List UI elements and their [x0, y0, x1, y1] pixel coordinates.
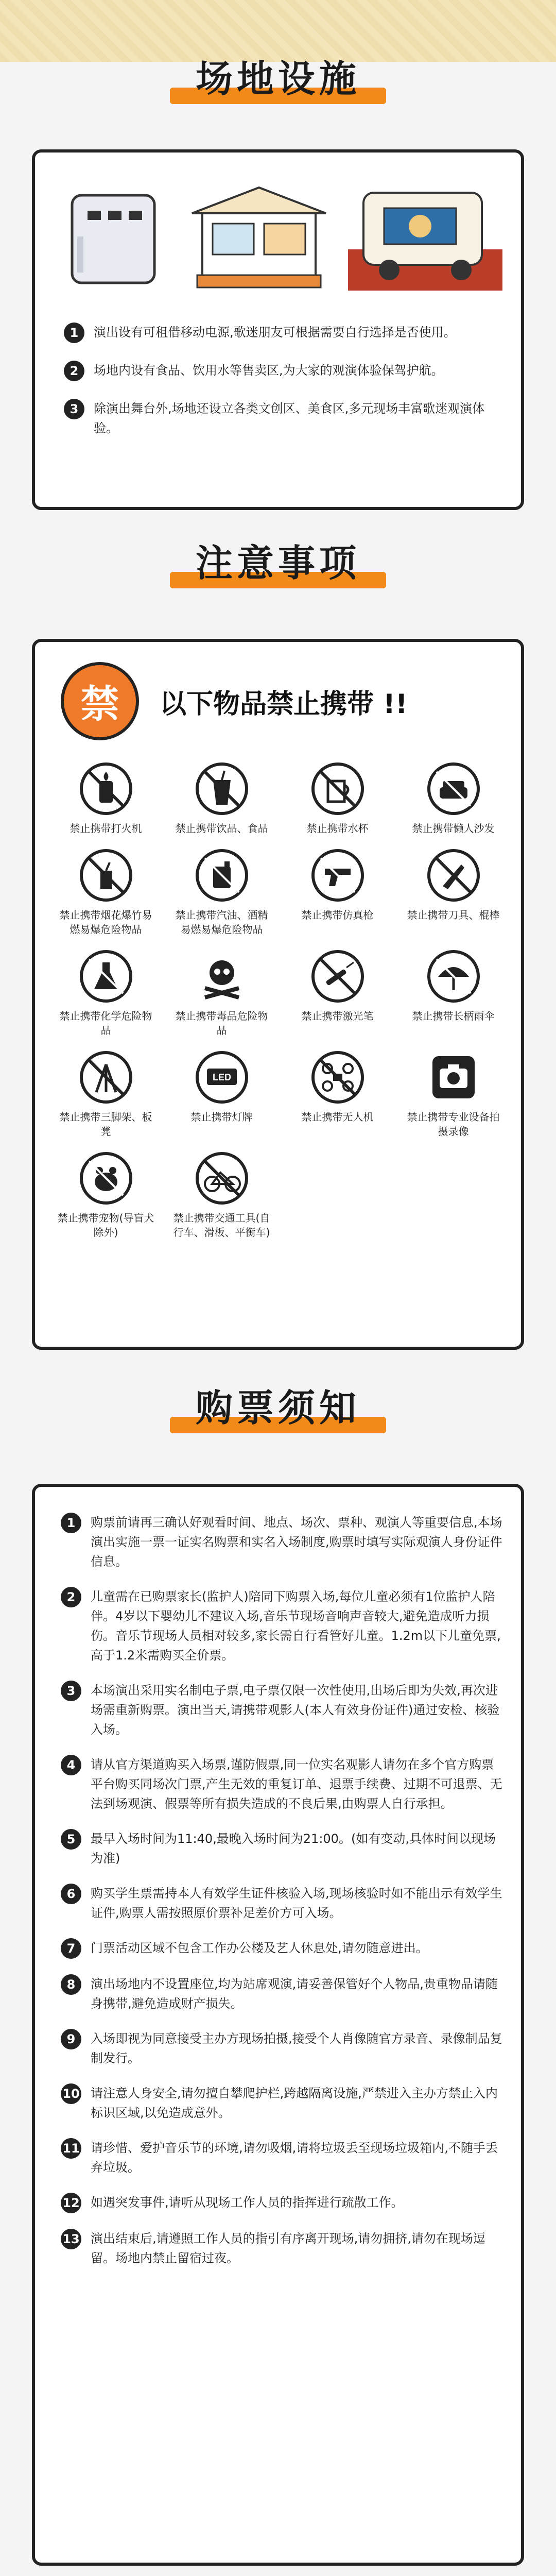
facilities-list	[64, 323, 501, 438]
purchase-card	[32, 1484, 524, 2566]
list-text: 演出设有可租借移动电源,歌迷朋友可根据需要自行选择是否使用。	[94, 325, 456, 340]
banned-item-label: 禁止携带三脚架、板凳	[59, 1111, 152, 1138]
banned-item-label: 禁止携带水杯	[306, 822, 369, 835]
ban-banner	[61, 663, 498, 740]
list-number: 3	[61, 1681, 81, 1701]
list-number: 4	[61, 1755, 81, 1775]
tripod-ban-icon	[78, 1049, 134, 1106]
list-item	[64, 323, 501, 343]
list-text: 请从官方渠道购买入场票,谨防假票,同一位实名观影人请勿在多个官方购票平台购买同场次门票,产生无效的重复订单、退票手续费、过期不可退票、无法到场观演、假票等所有损失造成的不良后果,由购票人自行承担。	[91, 1757, 502, 1811]
facilities-card	[32, 149, 524, 510]
pet-ban-icon	[78, 1150, 134, 1207]
list-item	[61, 2193, 503, 2213]
list-text: 演出结束后,请遵照工作人员的指引有序离开现场,请勿拥挤,请勿在现场逗留。场地内禁止留宿过夜。	[91, 2231, 485, 2265]
banned-item-label: 禁止携带无人机	[301, 1111, 374, 1123]
umbrella-ban-icon	[425, 948, 482, 1005]
banned-item	[171, 948, 272, 1038]
list-item	[64, 361, 501, 381]
banned-item	[171, 760, 272, 836]
list-number: 6	[61, 1884, 81, 1904]
list-number: 5	[61, 1829, 81, 1850]
drink-cup-ban-icon	[194, 760, 250, 817]
list-number: 11	[61, 2138, 81, 2159]
drone-ban-icon	[309, 1049, 366, 1106]
skull-ban-icon	[194, 948, 250, 1005]
banned-item	[56, 847, 156, 937]
banned-item	[171, 1049, 272, 1139]
camera-ban-icon	[425, 1049, 482, 1106]
banned-item-label: 禁止携带宠物(导盲犬除外)	[57, 1212, 154, 1239]
list-text: 场地内设有食品、饮用水等售卖区,为大家的观演体验保驾护航。	[94, 363, 444, 378]
list-text: 购买学生票需持本人有效学生证件核验入场,现场核验时如不能出示有效学生证件,购票人需按照原价票补足差价方可入场。	[91, 1886, 502, 1920]
list-number: 2	[64, 361, 84, 381]
banned-items-grid	[56, 760, 503, 1240]
banned-item	[403, 948, 503, 1038]
food-truck-illustration	[348, 172, 502, 296]
list-text: 本场演出采用实名制电子票,电子票仅限一次性使用,出场后即为失效,再次进场需重新购票。演出当天,请携带观影人(本人有效身份证件)通过安检、核验入场。	[91, 1683, 500, 1737]
banned-item-label: 禁止携带专业设备拍摄录像	[407, 1111, 500, 1138]
list-text: 最早入场时间为11:40,最晚入场时间为21:00。(如有变动,具体时间以现场为准)	[91, 1832, 496, 1866]
facilities-title: 场地设施	[195, 57, 360, 100]
banned-item-label: 禁止携带灯牌	[190, 1111, 253, 1123]
led-text: LED	[212, 1072, 231, 1082]
lighter-ban-icon	[78, 760, 134, 817]
list-item	[61, 1884, 503, 1923]
list-item	[61, 1938, 503, 1959]
laser-pointer-ban-icon	[309, 948, 366, 1005]
banned-item-label: 禁止携带刀具、棍棒	[407, 909, 500, 921]
power-bank-illustration	[57, 175, 170, 293]
list-item	[61, 1587, 503, 1665]
banned-item-label: 禁止携带打火机	[70, 822, 142, 835]
list-number: 1	[61, 1513, 81, 1533]
banned-item-label: 禁止携带懒人沙发	[412, 822, 495, 835]
banned-item-label: 禁止携带化学危险物品	[59, 1010, 152, 1037]
banned-item-label: 禁止携带长柄雨伞	[412, 1010, 495, 1022]
list-text: 除演出舞台外,场地还设立各类文创区、美食区,多元现场丰富歌迷观演体验。	[94, 401, 485, 435]
list-text: 入场即视为同意接受主办方现场拍摄,接受个人肖像随官方录音、录像制品复制发行。	[91, 2031, 502, 2065]
purchase-title: 购票须知	[195, 1386, 360, 1430]
knife-ban-icon	[425, 847, 482, 904]
banned-item	[287, 760, 388, 836]
list-item	[61, 1974, 503, 2013]
list-number: 13	[61, 2229, 81, 2249]
food-stall-illustration	[182, 172, 336, 296]
banned-item	[287, 847, 388, 937]
list-item	[61, 1829, 503, 1868]
chemical-flask-ban-icon	[78, 948, 134, 1005]
led-sign-ban-icon	[194, 1049, 250, 1106]
banned-item	[171, 1150, 272, 1240]
gasoline-ban-icon	[194, 847, 250, 904]
ban-banner-text: 以下物品禁止携带 !!	[160, 688, 408, 720]
banned-item-label: 禁止携带烟花爆竹易燃易爆危险物品	[59, 909, 152, 936]
list-item	[61, 2083, 503, 2123]
banned-item	[403, 1049, 503, 1139]
firework-ban-icon	[78, 847, 134, 904]
list-item	[64, 399, 501, 438]
banned-item	[56, 1049, 156, 1139]
list-text: 请注意人身安全,请勿擅自攀爬护栏,跨越隔离设施,严禁进入主办方禁止入内标识区域,以免造成意外。	[91, 2086, 498, 2120]
list-number: 10	[61, 2083, 81, 2104]
notice-card	[32, 639, 524, 1350]
list-item	[61, 1755, 503, 1814]
list-text: 如遇突发事件,请听从现场工作人员的指挥进行疏散工作。	[91, 2195, 404, 2210]
list-text: 演出场地内不设置座位,均为站席观演,请妥善保管好个人物品,贵重物品请随身携带,避免造成财产损失。	[91, 1977, 498, 2011]
toy-gun-ban-icon	[309, 847, 366, 904]
list-number: 9	[61, 2029, 81, 2049]
banned-item-label: 禁止携带激光笔	[301, 1010, 374, 1022]
banned-item-label: 禁止携带交通工具(自行车、滑板、平衡车)	[173, 1212, 270, 1239]
notice-title: 注意事项	[195, 541, 360, 585]
list-number: 2	[61, 1587, 81, 1607]
list-number: 1	[64, 323, 84, 343]
list-text: 儿童需在已购票家长(监护人)陪同下购票入场,每位儿童必须有1位监护人陪伴。4岁以下婴幼儿不建议入场,音乐节现场音响声音较大,避免造成听力损伤。音乐节现场人员相对较多,家长需自行看管好儿童。1.2m以下儿童免票,高于1.2米需购买全价票。	[91, 1589, 501, 1663]
banned-item	[56, 1150, 156, 1240]
list-number: 8	[61, 1974, 81, 1995]
banned-item-label: 禁止携带仿真枪	[301, 909, 374, 921]
banned-item-label: 禁止携带毒品危险物品	[175, 1010, 268, 1037]
banned-item	[287, 1049, 388, 1139]
banned-item	[56, 948, 156, 1038]
banned-item	[403, 760, 503, 836]
water-cup-ban-icon	[309, 760, 366, 817]
list-number: 7	[61, 1938, 81, 1959]
banned-item	[171, 847, 272, 937]
ban-badge: 禁	[61, 662, 139, 740]
purchase-list	[61, 1513, 503, 2268]
list-number: 12	[61, 2193, 81, 2213]
list-text: 门票活动区域不包含工作办公楼及艺人休息处,请勿随意进出。	[91, 1941, 428, 1955]
lazy-sofa-ban-icon	[425, 760, 482, 817]
list-item	[61, 2229, 503, 2268]
list-number: 3	[64, 399, 84, 419]
banned-item	[403, 847, 503, 937]
banned-item-label: 禁止携带饮品、食品	[175, 822, 268, 835]
list-item	[61, 1681, 503, 1739]
list-text: 购票前请再三确认好观看时间、地点、场次、票种、观演人等重要信息,本场演出实施一票一证实名购票和实名入场制度,购票时填写实际观演人身份证件信息。	[91, 1515, 502, 1569]
bicycle-ban-icon	[194, 1150, 250, 1207]
banned-item	[56, 760, 156, 836]
banned-item-label: 禁止携带汽油、酒精易燃易爆危险物品	[175, 909, 268, 936]
list-item	[61, 2138, 503, 2177]
facilities-illustrations	[50, 167, 509, 301]
banned-item	[287, 948, 388, 1038]
list-text: 请珍惜、爱护音乐节的环境,请勿吸烟,请将垃圾丢至现场垃圾箱内,不随手丢弃垃圾。	[91, 2141, 498, 2175]
list-item	[61, 2029, 503, 2068]
list-item	[61, 1513, 503, 1571]
